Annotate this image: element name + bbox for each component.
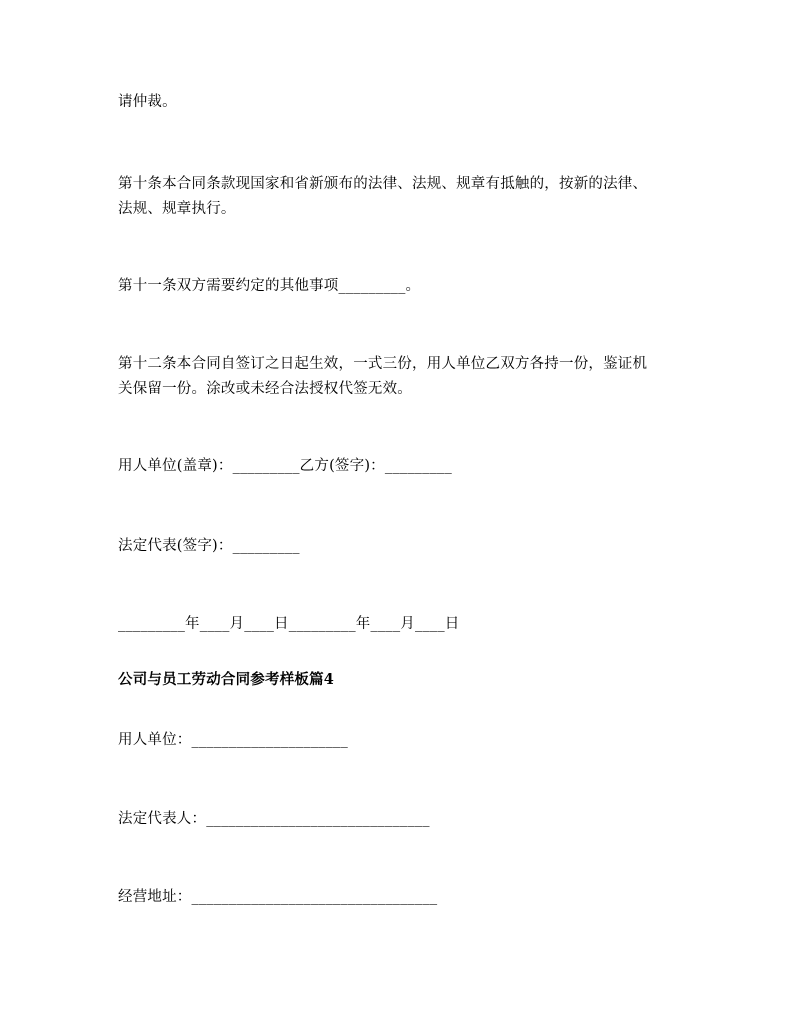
date-line: _________年____月____日_________年____月____日 <box>118 616 460 632</box>
paragraph-article-12-line-2: 关保留一份。涂改或未经合法授权代签无效。 <box>118 381 412 397</box>
field-business-address: 经营地址：_________________________________ <box>118 889 438 905</box>
field-legal-representative: 法定代表人：______________________________ <box>118 811 430 827</box>
section-title: 公司与员工劳动合同参考样板篇4 <box>118 671 335 688</box>
signature-line-legal-representative: 法定代表(签字)：_________ <box>118 538 300 554</box>
paragraph-article-10-line-1: 第十条本合同条款现国家和省新颁布的法律、法规、规章有抵触的，按新的法律、 <box>118 176 648 192</box>
paragraph-arbitration-end: 请仲裁。 <box>118 94 177 110</box>
paragraph-article-12-line-1: 第十二条本合同自签订之日起生效，一式三份，用人单位乙双方各持一份，鉴证机 <box>118 356 648 372</box>
field-employer: 用人单位：_____________________ <box>118 732 348 748</box>
signature-line-employer-party-b: 用人单位(盖章)：_________乙方(签字)：_________ <box>118 458 452 474</box>
paragraph-article-10-line-2: 法规、规章执行。 <box>118 201 236 217</box>
paragraph-article-11: 第十一条双方需要约定的其他事项_________。 <box>118 278 421 294</box>
